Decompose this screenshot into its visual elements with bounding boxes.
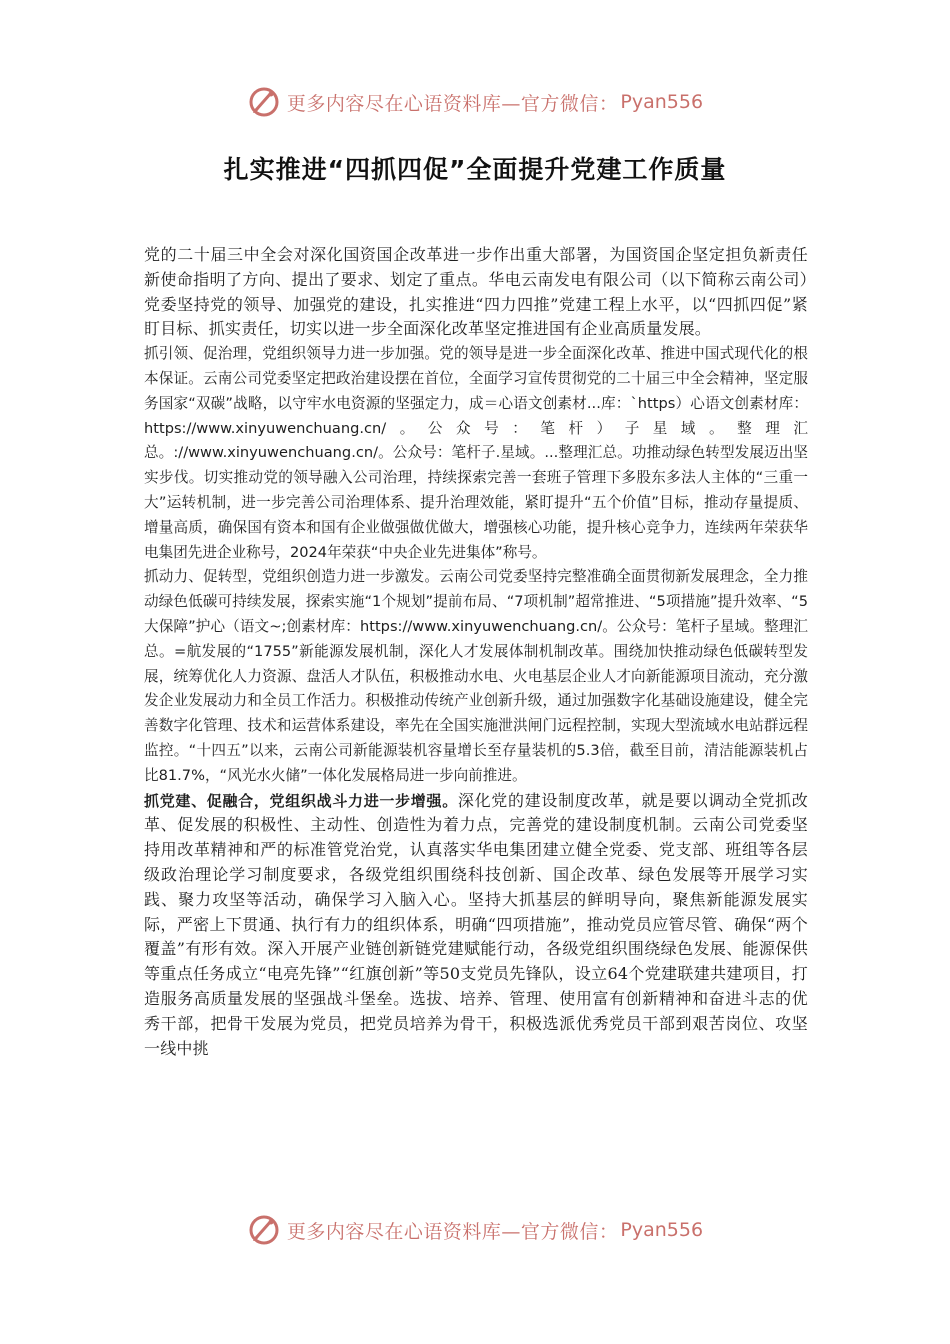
banner-wechat-id: Pyan556 — [620, 91, 704, 113]
document-body — [144, 243, 808, 1061]
banner-wechat-id: Pyan556 — [620, 1219, 704, 1241]
section-3-lead: 抓党建、促融合，党组织战斗力进一步增强。 — [144, 791, 458, 810]
section-1-paragraph: 抓引领、促治理，党组织领导力进一步加强。党的领导是进一步全面深化改革、推进中国式现代化的根本保证。云南公司党委坚定把政治建设摆在首位，全面学习宣传贯彻党的二十届三中全会精神，坚定服务国家“双碳”战略，以守牢水电资源的坚强定力，成＝心语文创素材...库：`https）心语文创素材库：https://www.xinyuwenchuang.cn/。公众号：笔杆）子星域。整理汇总。://www.xinyuwenchuang.cn/。公众号：笔杆子.星域。...整理汇总。功推动绿色转型发展迈出坚实步伐。切实推动党的领导融入公司治理，持续探索完善一套班子管理下多股东多法人主体的“三重一大”运转机制，进一步完善公司治理体系、提升治理效能，紧盯提升“五个价值”目标，推动存量提质、增量高质，确保国有资本和国有企业做强做优做大，增强核心功能，提升核心竞争力，连续两年荣获华电集团先进企业称号，2024年荣获“中央企业先进集体”称号。 — [144, 345, 808, 561]
header-watermark-banner — [0, 80, 950, 124]
section-2-paragraph: 抓动力、促转型，党组织创造力进一步激发。云南公司党委坚持完整准确全面贯彻新发展理念，全力推动绿色低碳可持续发展，探索实施“1个规划”提前布局、“7项机制”超常推进、“5项措施”提升效率、“5大保障”护心（语文~;创素材库：https://www.xinyuwenchuang.cn/。公众号：笔杆子星域。整理汇总。=航发展的“1755”新能源发展机制，深化人才发展体制机制改革。围绕加快推动绿色低碳转型发展，统筹优化人力资源、盘活人才队伍，积极推动水电、火电基层企业人才向新能源项目流动，充分激发企业发展动力和全员工作活力。积极推动传统产业创新升级，通过加强数字化基础设施建设，健全完善数字化管理、技术和运营体系建设，率先在全国实施泄洪闸门远程控制，实现大型流域水电站群远程监控。“十四五”以来，云南公司新能源装机容量增长至存量装机的5.3倍，截至目前，清洁能源装机占比81.7%，“风光水火储”一体化发展格局进一步向前推进。 — [144, 568, 808, 784]
brush-logo-icon — [247, 85, 281, 119]
brush-logo-icon — [247, 1213, 281, 1247]
section-3-paragraph — [144, 789, 808, 1062]
document-title: 扎实推进“四抓四促”全面提升党建工作质量 — [223, 155, 727, 184]
section-3-body: 深化党的建设制度改革，就是要以调动全党抓改革、促发展的积极性、主动性、创造性为着力点，完善党的建设制度机制。云南公司党委坚持用改革精神和严的标准管党治党，认真落实华电集团建立健全党委、党支部、班组等各层级政治理论学习制度要求，各级党组织围绕科技创新、国企改革、绿色发展等开展学习实践、聚力攻坚等活动，确保学习入脑入心。坚持大抓基层的鲜明导向，聚焦新能源发展实际，严密上下贯通、执行有力的组织体系，明确“四项措施”，推动党员应管尽管、确保“两个覆盖”有形有效。深入开展产业链创新链党建赋能行动，各级党组织围绕绿色发展、能源保供等重点任务成立“电亮先锋”“红旗创新”等50支党员先锋队，设立64个党建联建共建项目，打造服务高质量发展的坚强战斗堡垒。选拔、培养、管理、使用富有创新精神和奋进斗志的优秀干部，把骨干发展为党员，把党员培养为骨干，积极选派优秀党员干部到艰苦岗位、攻坚一线中挑 — [144, 790, 808, 1058]
banner-text: 更多内容尽在心语资料库—官方微信： — [286, 92, 619, 115]
footer-watermark-banner — [0, 1208, 950, 1252]
intro-paragraph: 党的二十届三中全会对深化国资国企改革进一步作出重大部署，为国资国企坚定担负新责任新使命指明了方向、提出了要求、划定了重点。华电云南发电有限公司（以下简称云南公司）党委坚持党的领导、加强党的建设，扎实推进“四力四推”党建工程上水平，以“四抓四促”紧盯目标、抓实责任，切实以进一步全面深化改革坚定推进国有企业高质量发展。 — [144, 245, 808, 339]
banner-text: 更多内容尽在心语资料库—官方微信： — [286, 1220, 619, 1243]
